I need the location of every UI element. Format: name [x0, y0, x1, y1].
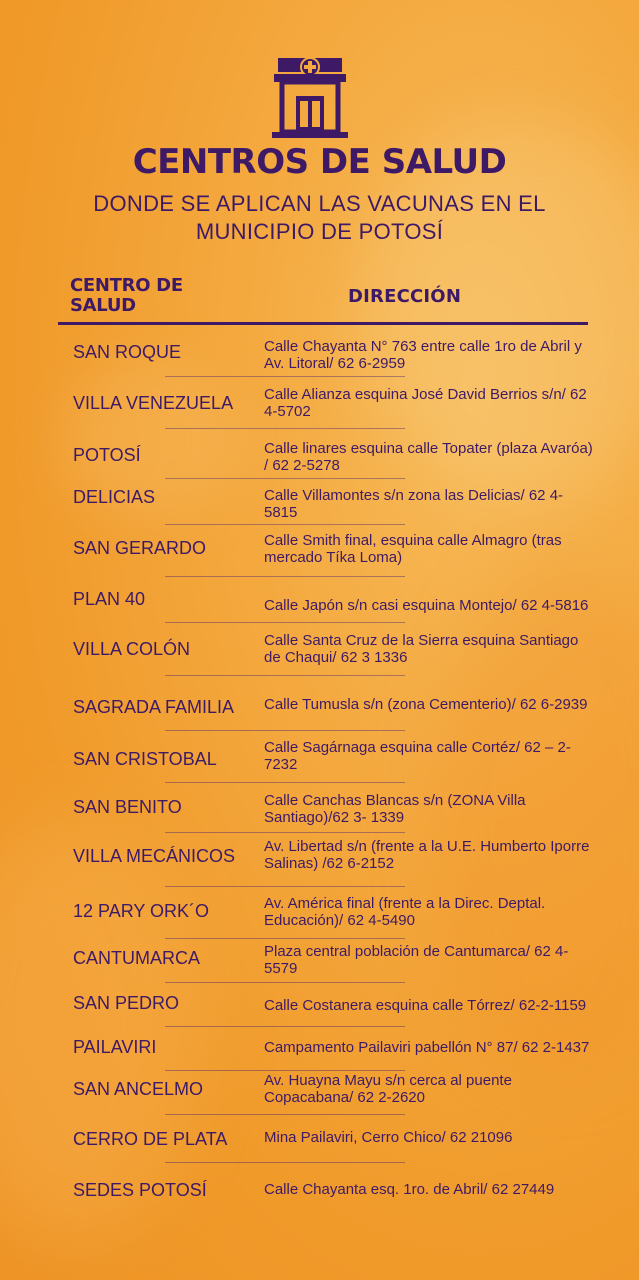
center-address: Calle Smith final, esquina calle Almagro (tras mercado Tíka Loma) — [264, 532, 562, 566]
center-address: Campamento Pailaviri pabellón N° 87/ 62 2-1437 — [264, 1038, 590, 1056]
row-divider — [165, 1114, 405, 1115]
center-name: CERRO DE PLATA — [73, 1128, 228, 1149]
row-divider — [165, 832, 405, 833]
row-divider — [165, 730, 405, 731]
subtitle-line-1: DONDE SE APLICAN LAS VACUNAS EN EL — [93, 191, 546, 216]
center-address: Calle Santa Cruz de la Sierra esquina Santiago de Chaqui/ 62 3 1336 — [264, 632, 579, 666]
center-address: Calle Villamontes s/n zona las Delicias/ 62 4-5815 — [264, 487, 564, 521]
center-address: Plaza central población de Cantumarca/ 62 4-5579 — [264, 943, 569, 977]
center-address: Calle linares esquina calle Topater (plaza Avaróa) / 62 2-5278 — [264, 440, 593, 474]
center-address: Mina Pailaviri, Cerro Chico/ 62 21096 — [264, 1128, 513, 1146]
center-name: SEDES POTOSÍ — [73, 1179, 207, 1200]
center-address: Calle Chayanta esq. 1ro. de Abril/ 62 27449 — [264, 1180, 555, 1198]
column-header-direccion: DIRECCIÓN — [348, 286, 462, 307]
row-divider — [165, 576, 405, 577]
center-name: SAN ROQUE — [73, 341, 182, 362]
center-address: Calle Sagárnaga esquina calle Cortéz/ 62 – 2-7232 — [264, 739, 571, 773]
center-name: VILLA COLÓN — [73, 638, 191, 659]
center-name: SAN GERARDO — [73, 537, 207, 558]
row-divider — [165, 1162, 405, 1163]
center-name: SAN ANCELMO — [73, 1078, 204, 1099]
subtitle-line-2: MUNICIPIO DE POTOSÍ — [195, 219, 444, 244]
row-divider — [165, 1070, 405, 1071]
center-address: Calle Chayanta N° 763 entre calle 1ro de Abril y Av. Litoral/ 62 6-2959 — [264, 338, 582, 372]
center-name: SAN BENITO — [73, 796, 182, 817]
row-divider — [165, 622, 405, 623]
center-name: PLAN 40 — [73, 588, 146, 609]
row-divider — [165, 886, 405, 887]
row-divider — [165, 376, 405, 377]
center-address: Av. América final (frente a la Direc. Deptal. Educación)/ 62 4-5490 — [264, 895, 546, 929]
row-divider — [165, 938, 405, 939]
center-address: Calle Alianza esquina José David Berrios s/n/ 62 4-5702 — [264, 386, 587, 420]
row-divider — [165, 478, 405, 479]
center-name: SAGRADA FAMILIA — [73, 696, 235, 717]
column-header-centro: CENTRO DE SALUD — [70, 275, 183, 316]
center-name: VILLA MECÁNICOS — [73, 845, 236, 866]
row-divider — [165, 675, 405, 676]
center-name: PAILAVIRI — [73, 1036, 157, 1057]
row-divider — [165, 524, 405, 525]
center-address: Av. Libertad s/n (frente a la U.E. Humberto Iporre Salinas) /62 6-2152 — [264, 838, 590, 872]
center-name: CANTUMARCA — [73, 947, 201, 968]
center-name: VILLA VENEZUELA — [73, 392, 234, 413]
center-address: Calle Costanera esquina calle Tórrez/ 62-2-1159 — [264, 996, 587, 1014]
center-address: Calle Canchas Blancas s/n (ZONA Villa Santiago)/62 3- 1339 — [264, 792, 526, 826]
page-title: CENTROS DE SALUD — [132, 142, 507, 182]
center-address: Calle Tumusla s/n (zona Cementerio)/ 62 6-2939 — [264, 695, 588, 713]
row-divider — [165, 428, 405, 429]
center-name: SAN CRISTOBAL — [73, 748, 217, 769]
row-divider — [165, 1026, 405, 1027]
center-name: SAN PEDRO — [73, 992, 180, 1013]
center-name: DELICIAS — [73, 486, 156, 507]
center-address: Calle Japón s/n casi esquina Montejo/ 62 4-5816 — [264, 596, 589, 614]
row-divider — [165, 982, 405, 983]
center-name: 12 PARY ORK´O — [73, 900, 210, 921]
row-divider — [165, 782, 405, 783]
center-name: POTOSÍ — [73, 444, 141, 465]
center-address: Av. Huayna Mayu s/n cerca al puente Copacabana/ 62 2-2620 — [264, 1072, 512, 1106]
